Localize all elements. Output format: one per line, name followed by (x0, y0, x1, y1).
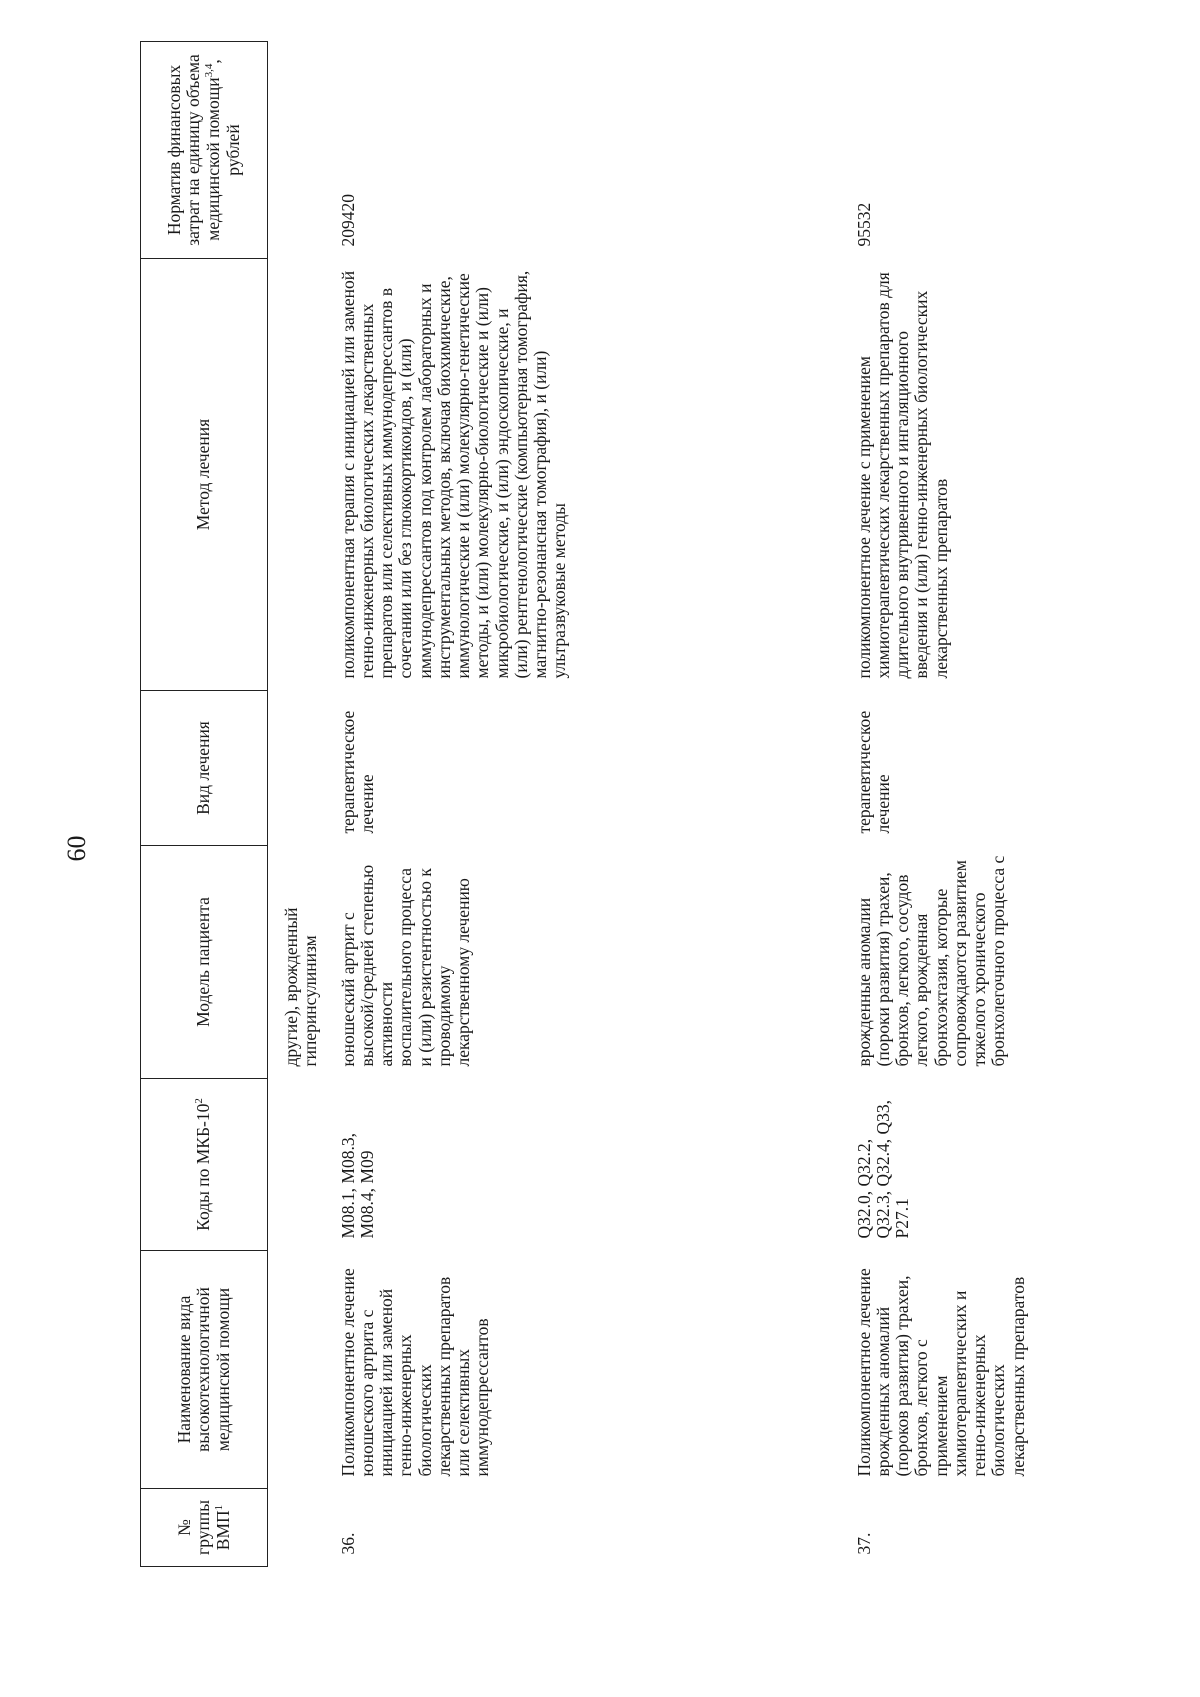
header-name: Наименование вида высокотехнологичной медицинской помощи (141, 1251, 268, 1489)
cell-patient-model: юношеский артрит с высокой/средней степенью активности воспалительного процесса и (или) резистентностью к проводимому лекарственному лечению (337, 864, 473, 1067)
cell-patient-model: другие), врожденный гиперинсулинизм (281, 907, 321, 1067)
vmp-table (140, 41, 1028, 1567)
header-group-no: № группы ВМП$^1$ (141, 1489, 268, 1567)
table-row-continuation (268, 42, 321, 1567)
header-patient-model: Модель пациента (141, 846, 268, 1079)
table-row (321, 42, 837, 1567)
cell-group-no: 37. (853, 1532, 874, 1555)
header-method: Метод лечения (141, 259, 268, 691)
cell-codes: Q32.0, Q32.2, Q32.3, Q32.4, Q33, P27.1 (853, 1099, 912, 1239)
page-number: 60 (62, 835, 91, 862)
cell-group-no: 36. (337, 1532, 358, 1555)
table-row (837, 42, 1028, 1567)
cell-name: Поликомпонентное лечение юношеского артрита с инициацией или заменой генно-инженерных биологических лекарственных препаратов или селективных иммунодепрессантов (337, 1268, 493, 1477)
cell-cost: 209420 (337, 194, 358, 247)
header-cost: Норматив финансовых затрат на единицу объема медицинской помощи$^{3,4}$, рублей (141, 42, 268, 259)
cell-name: Поликомпонентное лечение врожденных аномалий (пороков развития) трахеи, бронхов, легкого с применением химиотерапевтических и генно-инженерных биологических лекарственных препаратов (853, 1268, 1028, 1477)
cell-treatment-type: терапевтическое лечение (853, 710, 893, 834)
cell-treatment-type: терапевтическое лечение (337, 710, 377, 834)
cell-codes: M08.1, M08.3, M08.4, M09 (337, 1133, 377, 1239)
table-header-row (141, 42, 268, 1567)
header-codes: Коды по МКБ-$10^2$ (141, 1079, 268, 1251)
cell-method: поликомпонентное лечение с применением химиотерапевтических лекарственных препаратов для длительного внутривенного и ингаляционного введения и (или) генно-инженерных биологических лекарственных препаратов (853, 272, 951, 679)
cell-method: поликомпонентная терапия с инициацией или заменой генно-инженерных биологических лекарственных препаратов или селективных иммунодепрессантов в сочетании или без глюкокортикоидов, и (или) иммунодепрессантов под контролем лабораторных и инструментальных методов, включая биохимические, иммунологические и (или) молекулярно-генетические методы, и (или) молекулярно-биологические и (или) микробиологические, и (или) эндоскопические, и (или) рентгенологические (компьютерная томография, магнитно-резонансная томография), и (или) ультразвуковые методы (337, 270, 570, 679)
cell-patient-model: врожденные аномалии (пороки развития) трахеи, бронхов, легкого, сосудов легкого, врожденная бронхоэктазия, которые сопровождаются развитием тяжелого хронического бронхолегочного процесса с (853, 855, 1009, 1067)
header-treatment-type: Вид лечения (141, 691, 268, 846)
cell-cost: 95532 (853, 202, 874, 247)
